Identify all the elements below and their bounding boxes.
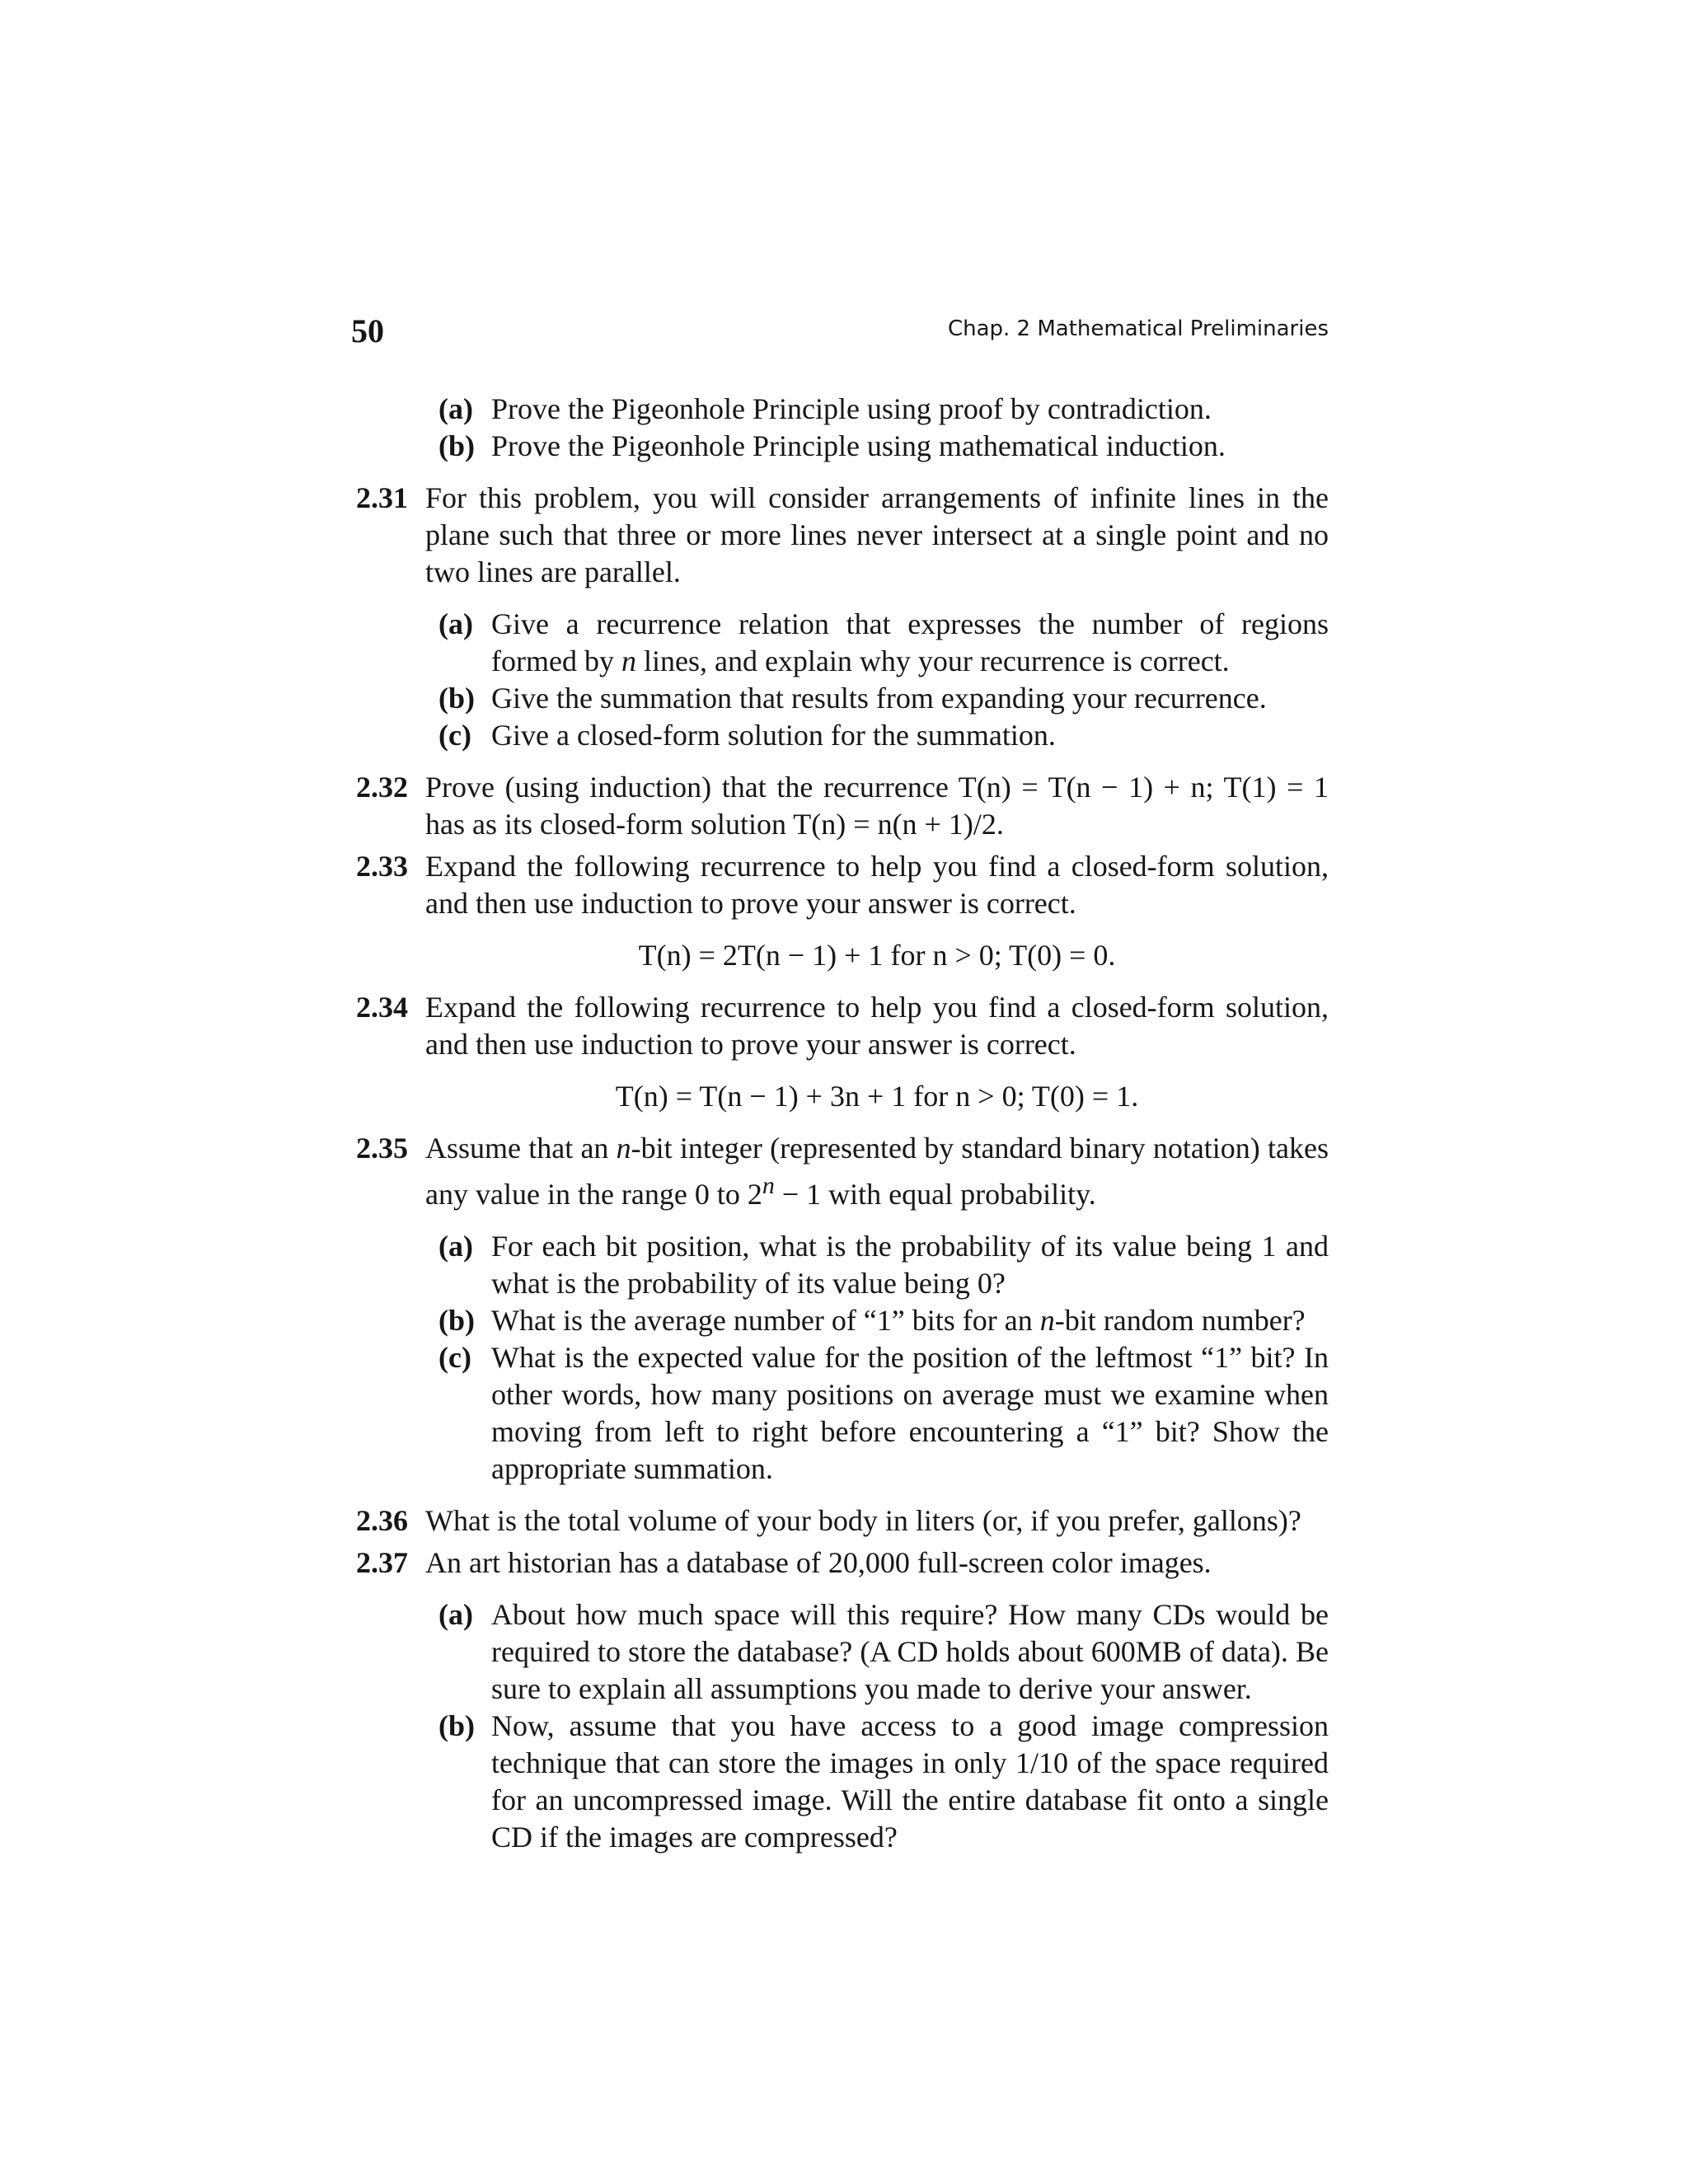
subpart-c [438,1339,1329,1488]
running-head: Chap. 2 Mathematical Preliminaries [947,316,1329,341]
exercise-number: 2.36 [356,1504,408,1537]
exercise-text: Expand the following recurrence to help you find a closed-form solution, and then use induction to prove your answer is correct. [425,991,1329,1061]
subpart-text: Give the summation that results from expanding your recurrence. [491,682,1267,715]
subpart-label: (a) [438,392,473,425]
display-equation: T(n) = 2T(n − 1) + 1 for n > 0; T(0) = 0. [638,939,1116,972]
subpart-label: (c) [438,719,471,752]
exercise-text: Prove (using induction) that the recurrence T(n) = T(n − 1) + n; T(1) = 1 has as its closed-form solution T(n) = n(n + 1)/2. [425,771,1329,841]
exercise-2-36 [356,1502,1329,1540]
subpart-a [438,391,1329,428]
subpart-label: (c) [438,1341,471,1374]
exercise-text: What is the total volume of your body in liters (or, if you prefer, gallons)? [425,1504,1301,1537]
closed-form-equation: T(n) = n(n + 1)/2. [793,808,1004,841]
exercise-number: 2.31 [356,481,408,514]
subpart-a [438,1596,1329,1708]
subpart-text: Give a closed-form solution for the summation. [491,719,1056,752]
exercise-2-37 [356,1544,1329,1582]
subpart-a [438,1228,1329,1302]
exercise-number: 2.32 [356,771,408,804]
exercise-number: 2.34 [356,991,408,1024]
exercise-number: 2.37 [356,1546,408,1579]
subpart-text: What is the expected value for the position of the leftmost “1” bit? In other words, how many positions on average must we examine when moving from left to right before encountering a “1” bit? Show the appropriate summation. [491,1341,1329,1485]
page-header [351,312,1329,361]
exercise-number: 2.35 [356,1132,408,1165]
exercise-2-31 [356,480,1329,591]
exercise-2-35 [356,1130,1329,1213]
display-equation: T(n) = T(n − 1) + 3n + 1 for n > 0; T(0) = 1. [615,1080,1139,1113]
subpart-b [438,1708,1329,1856]
subpart-b [438,680,1329,717]
page-number: 50 [351,312,384,349]
subpart-label: (b) [438,1709,475,1742]
subpart-text: For each bit position, what is the probability of its value being 1 and what is the probability of its value being 0? [491,1230,1329,1300]
exercise-2-32 [356,769,1329,843]
subpart-label: (b) [438,429,475,462]
subpart-label: (a) [438,1230,473,1263]
subpart-text: Now, assume that you have access to a good image compression technique that can store the images in only 1/10 of the space required for an uncompressed image. Will the entire database fit onto a single CD if the images are compressed? [491,1709,1329,1854]
exercise-2-33 [356,848,1329,922]
subpart-c [438,717,1329,754]
subpart-b [438,428,1329,465]
subpart-text: Prove the Pigeonhole Principle using proof by contradiction. [491,392,1212,425]
subpart-label: (b) [438,682,475,715]
exercise-text: Expand the following recurrence to help you find a closed-form solution, and then use induction to prove your answer is correct. [425,850,1329,920]
exercise-number: 2.33 [356,850,408,883]
exercise-text: An art historian has a database of 20,000 full-screen color images. [425,1546,1212,1579]
subpart-label: (b) [438,1304,475,1337]
subpart-b [438,1302,1329,1339]
exercise-text: Assume that an n-bit integer (represented by standard binary notation) takes any value in the range 0 to $2^n - 1$ with equal probability. [425,1132,1329,1211]
recurrence-equation: T(n) = T(n − 1) + n; T(1) = 1 [958,771,1329,804]
subpart-text: About how much space will this require? How many CDs would be required to store the database? (A CD holds about 600MB of data). Be sure to explain all assumptions you made to derive your answer. [491,1598,1329,1705]
subpart-text: What is the average number of “1” bits for an n-bit random number? [491,1304,1306,1337]
subpart-text: Prove the Pigeonhole Principle using mathematical induction. [491,429,1226,462]
subpart-label: (a) [438,1598,473,1631]
exercise-2-34 [356,989,1329,1063]
subpart-a [438,606,1329,680]
exercise-text: For this problem, you will consider arrangements of infinite lines in the plane such that three or more lines never intersect at a single point and no two lines are parallel. [425,481,1329,588]
subpart-label: (a) [438,607,473,640]
subpart-text: Give a recurrence relation that expresses the number of regions formed by n lines, and explain why your recurrence is correct. [491,607,1329,677]
exercise-list [356,391,1329,1856]
